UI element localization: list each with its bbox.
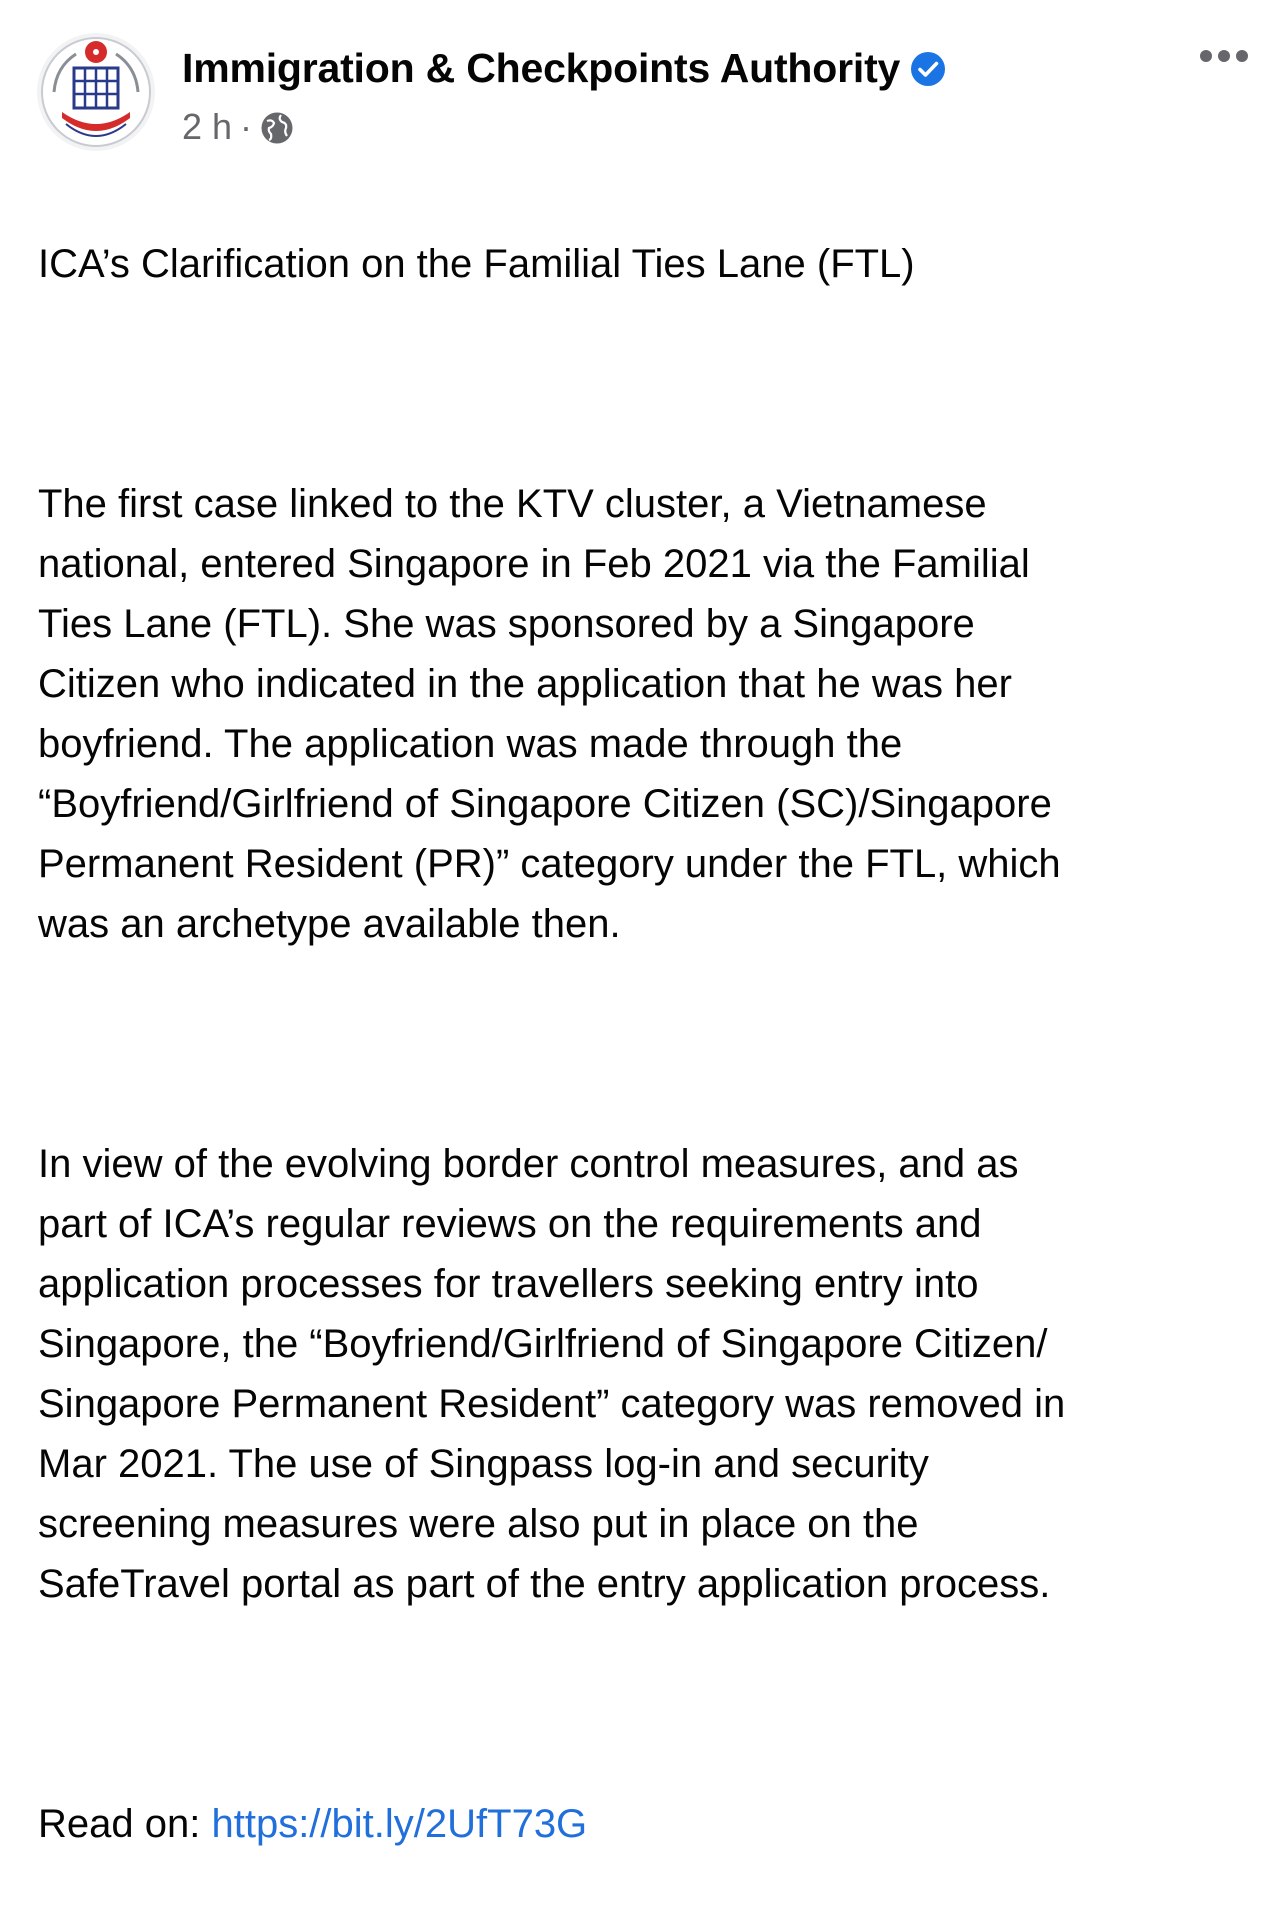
more-options-icon[interactable] (1194, 38, 1254, 78)
meta-separator: · (240, 106, 253, 147)
verified-badge-icon (910, 51, 946, 87)
read-more-link[interactable]: https://bit.ly/2UfT73G (211, 1802, 588, 1846)
ica-logo (36, 32, 156, 152)
post-timestamp[interactable]: 2 h (182, 106, 233, 147)
paragraph-gap (38, 1014, 1253, 1074)
paragraph-gap (38, 1674, 1253, 1734)
post-title: ICA’s Clarification on the Familial Ties Lane (FTL) (38, 242, 915, 286)
paragraph-gap (38, 354, 1253, 414)
post-paragraph: The first case linked to the KTV cluster, a Vietnamese national, entered Singapore in Feb 2021 via the Familial Ties Lane (FTL). She was sponsored by a Singapore Citizen who indicated in the application that he was her boyfriend. The application was made through the “Boyfriend/Girlfriend of Singapore Citizen (SC)/Singapore Permanent Resident (PR)” category under the FTL, which was an archetype available then. (38, 482, 1061, 946)
read-on-line (38, 1794, 1253, 1854)
page-avatar[interactable] (36, 32, 156, 152)
post-paragraph: In view of the evolving border control measures, and as part of ICA’s regular reviews on the requirements and application processes for travellers seeking entry into Singapore, the “Boyfriend/Girlfriend of Singapore Citizen/ Singapore Permanent Resident” category was removed in Mar 2021. The use of Singpass log-in and security screening measures were also put in place on the SafeTravel portal as part of the entry application process. (38, 1142, 1066, 1606)
page-name-row (182, 40, 946, 96)
page-name-link[interactable]: Immigration & Checkpoints Authority (182, 45, 901, 91)
post-body (38, 174, 1253, 1914)
read-on-label: Read on: (38, 1802, 212, 1846)
post-meta (182, 104, 294, 150)
globe-icon[interactable] (260, 111, 294, 145)
